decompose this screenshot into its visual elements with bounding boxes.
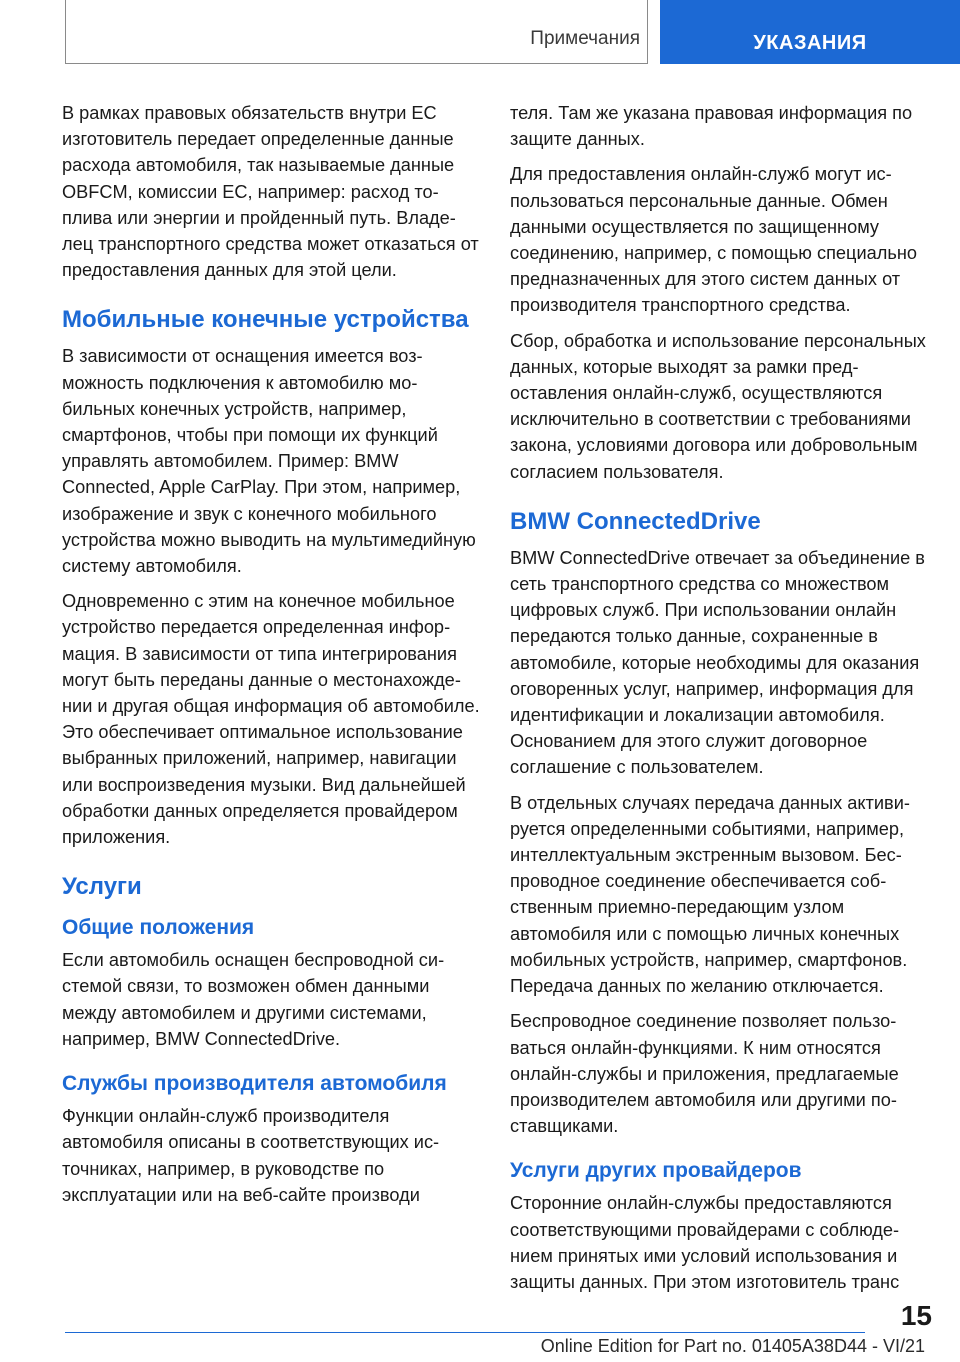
right-column <box>510 100 928 1304</box>
paragraph-mobile-connect: В зависимости от оснащения имеется возможность подключения к автомобилю мобильных конечных устройств, например, смартфонов, чтобы при помощи их функций управлять автомобилем. Пример: BMW Connected, Apple CarPlay. При этом, например, изображение и звук с конечного мобильного устройства можно выводить на мультимедийную систему автомобиля. <box>62 346 476 577</box>
heading-manufacturer-services: Службы производителя автомобиля <box>62 1072 447 1096</box>
paragraph-data-processing: Сбор, обработка и использование персональных данных, которые выходят за рамки предоставления онлайн-служб, осуществляются исключительно в соответствии с требованиями закона, условиями договора или добровольным согласием пользователя. <box>510 330 926 482</box>
paragraph-connecteddrive: BMW ConnectedDrive отвечает за объединение в сеть транспортного средства со множеством цифровых служб. При использовании онлайн передаются только данные, сохраненные в автомобиле, которые необходимы для оказания оговоренных услуг, например, информация для идентификации и локализации автомобиля. Основанием для этого служит договорное соглашение с пользователем. <box>510 547 925 778</box>
paragraph-manufacturer-functions: Функции онлайн-служб производителя автомобиля описаны в соответствующих источниках, например, в руководстве по эксплуатации или на веб-сайте производи <box>62 1106 440 1205</box>
heading-other-providers: Услуги других провайдеров <box>510 1159 802 1183</box>
heading-services: Услуги <box>62 873 142 901</box>
footer-edition: Online Edition for Part no. 01405A38D44 - VI/21 <box>540 1336 925 1356</box>
paragraph-wireless-exchange: Если автомобиль оснащен беспроводной системой связи, то возможен обмен данными между автомобилем и другими системами, например, BMW ConnectedDrive. <box>62 950 445 1049</box>
page-number: 15 <box>900 1300 932 1331</box>
heading-mobile-devices: Мобильные конечные устройства <box>62 306 469 334</box>
paragraph-legal-info: теля. Там же указана правовая информация по защите данных. <box>510 103 913 150</box>
heading-bmw-connecteddrive: BMW ConnectedDrive <box>510 507 761 535</box>
paragraph-event-transfer: В отдельных случаях передача данных активируется определенными событиями, например, интеллектуальным экстренным вызовом. Беспроводное соединение обеспечивается собственным приемно-передающим узлом автомобиля или с помощью личных конечных мобильных устройств, например, смартфонов. Передача данных по желанию отключается. <box>510 792 910 997</box>
header-section-title: Примечания <box>530 28 640 49</box>
paragraph-obfcm: В рамках правовых обязательств внутри ЕС изготовитель передает определенные данные расхода автомобиля, так называемые данные OBFCM, комиссии ЕС, например: расход топлива или энергии и пройденный путь. Владелец транспортного средства может отказаться от предоставления данных для этой цели. <box>62 103 479 281</box>
paragraph-online-functions: Беспроводное соединение позволяет пользоваться онлайн-функциями. К ним относятся онлайн-службы и приложения, предлагаемые производителем автомобиля или другими поставщиками. <box>510 1011 899 1137</box>
footer-divider <box>65 1332 865 1333</box>
paragraph-personal-data: Для предоставления онлайн-служб могут использоваться персональные данные. Обмен данными осуществляется по защищенному соединению, например, с помощью специально предназначенных для этого систем данных от производителя транспортного средства. <box>510 164 917 316</box>
left-column <box>62 100 480 1217</box>
paragraph-mobile-data: Одновременно с этим на конечное мобильное устройство передается определенная информация. В зависимости от типа интегрирования могут быть переданы данные о местонахождении и другая общая информация об автомобиле. Это обеспечивает оптимальное использование выбранных приложений, например, навигации или воспроизведения музыки. Вид дальнейшей обработки данных определяется провайдером приложения. <box>62 591 480 848</box>
heading-general-provisions: Общие положения <box>62 916 255 940</box>
header-tab-label: УКАЗАНИЯ <box>753 32 867 54</box>
paragraph-third-party: Сторонние онлайн-службы предоставляются соответствующими провайдерами с соблюдением принятых ими условий использования и защиты данных. При этом изготовитель транс <box>510 1193 900 1292</box>
header-tab-notes[interactable] <box>660 0 960 64</box>
